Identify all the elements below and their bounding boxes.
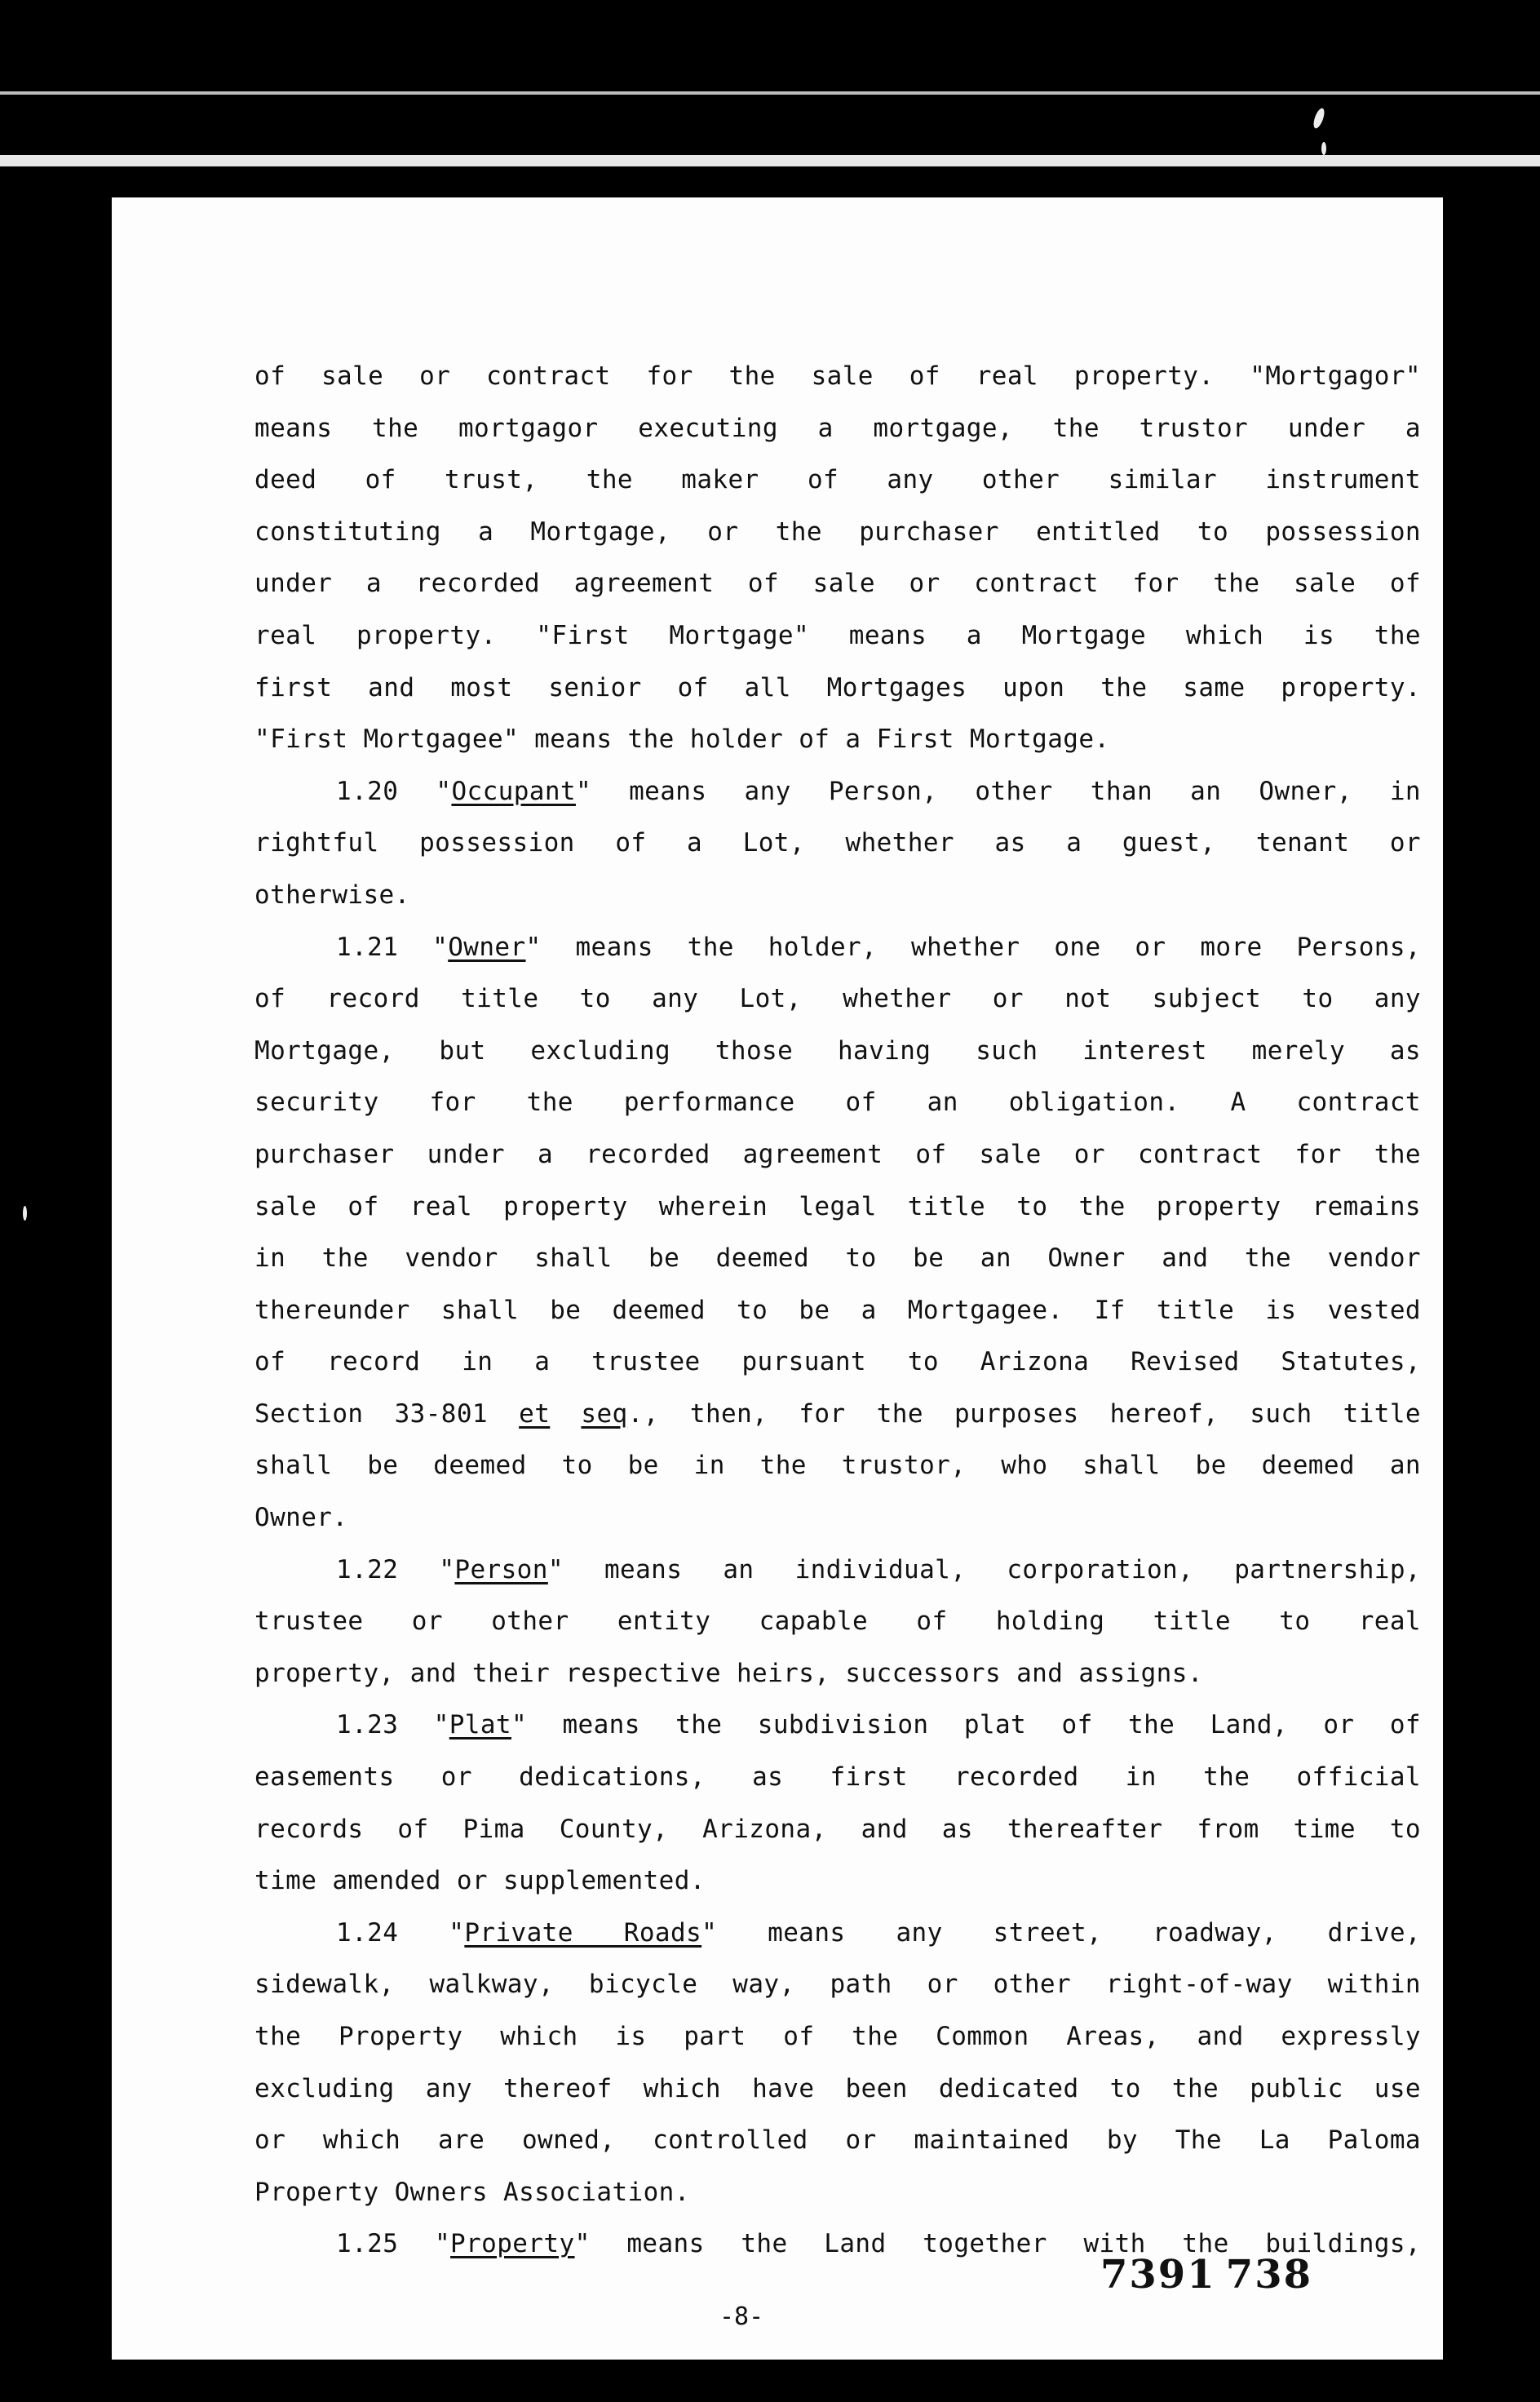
text-line: Mortgage, but excluding those having such interest merely as xyxy=(254,1035,1421,1066)
defined-term: Plat xyxy=(449,1710,511,1740)
text-line: or which are owned, controlled or maintained by The La Paloma xyxy=(254,2125,1421,2156)
text-line: property, and their respective heirs, successors and assigns. xyxy=(254,1658,1203,1688)
text-line: easements or dedications, as first recorded in the official xyxy=(254,1762,1421,1793)
text-line: security for the performance of an obligation. A contract xyxy=(254,1088,1421,1118)
text-line: constituting a Mortgage, or the purchaser entitled to possession xyxy=(254,516,1421,547)
section-number: 1.21 xyxy=(336,932,433,962)
definition-text: " means the Land together with the buildings, xyxy=(574,2229,1421,2259)
text-line: in the vendor shall be deemed to be an Owner and the vendor xyxy=(254,1243,1421,1274)
scan-speck xyxy=(23,1206,27,1221)
text-line: Property Owners Association. xyxy=(254,2177,690,2207)
text-line: Owner. xyxy=(254,1503,348,1533)
document-body xyxy=(254,351,1421,2271)
latin-term: et xyxy=(519,1398,551,1429)
text-line: trustee or other entity capable of holding title to real xyxy=(254,1607,1421,1637)
text-line: under a recorded agreement of sale or contract for the sale of xyxy=(254,569,1421,599)
text-line: 1.23 "Plat" means the subdivision plat of the Land, or of xyxy=(336,1710,1421,1740)
text-line: 1.24 "Private Roads" means any street, roadway, drive, xyxy=(336,1917,1421,1948)
text-line: of record title to any Lot, whether or not subject to any xyxy=(254,984,1421,1014)
latin-term: seq xyxy=(581,1398,628,1429)
text-line: sidewalk, walkway, bicycle way, path or other right-of-way within xyxy=(254,1970,1421,2000)
definition-text: " means an individual, corporation, partnership, xyxy=(547,1554,1421,1584)
text-line: 1.22 "Person" means an individual, corporation, partnership, xyxy=(336,1554,1421,1584)
line-text: Section 33-801 xyxy=(254,1398,520,1429)
text-line: otherwise. xyxy=(254,880,410,910)
definition-text: " means the subdivision plat of the Land, or of xyxy=(511,1710,1421,1740)
definition-text: " means any street, roadway, drive, xyxy=(701,1917,1421,1948)
line-text: ., then, for the purposes hereof, such title xyxy=(627,1398,1421,1429)
text-line: excluding any thereof which have been dedicated to the public use xyxy=(254,2073,1421,2103)
document-page xyxy=(112,197,1443,2360)
text-line: thereunder shall be deemed to be a Mortgagee. If title is vested xyxy=(254,1295,1421,1325)
text-line: "First Mortgagee" means the holder of a First Mortgage. xyxy=(254,725,1110,755)
defined-term: Property xyxy=(450,2229,575,2259)
text-line: first and most senior of all Mortgages upon the same property. xyxy=(254,672,1421,702)
recording-number xyxy=(1100,2252,1312,2298)
text-line: purchaser under a recorded agreement of sale or contract for the xyxy=(254,1139,1421,1169)
text-line: time amended or supplemented. xyxy=(254,1866,706,1896)
text-line: shall be deemed to be in the trustor, who shall be deemed an xyxy=(254,1451,1421,1481)
page-number: -8- xyxy=(719,2302,764,2331)
defined-term: Private Roads xyxy=(464,1917,702,1948)
text-line: rightful possession of a Lot, whether as a guest, tenant or xyxy=(254,828,1421,858)
definition-text: " means the holder, whether one or more Persons, xyxy=(525,932,1421,962)
text-line: of record in a trustee pursuant to Arizona Revised Statutes, xyxy=(254,1347,1421,1377)
text-line xyxy=(254,1389,1421,1441)
scan-rule xyxy=(0,91,1540,95)
text-line: sale of real property wherein legal title to the property remains xyxy=(254,1191,1421,1221)
section-number: 1.23 xyxy=(336,1710,434,1740)
text-line: real property. "First Mortgage" means a Mortgage which is the xyxy=(254,620,1421,650)
recording-page: 738 xyxy=(1225,2252,1312,2298)
recording-docket: 7391 xyxy=(1100,2252,1216,2298)
section-number: 1.22 xyxy=(336,1554,440,1584)
line-text xyxy=(550,1399,581,1429)
text-line: 1.25 "Property" means the Land together with the buildings, xyxy=(336,2229,1421,2259)
text-line: 1.21 "Owner" means the holder, whether one or more Persons, xyxy=(336,932,1421,962)
scan-rule xyxy=(0,155,1540,166)
scan-speck xyxy=(1321,142,1326,155)
section-number: 1.20 xyxy=(336,776,436,806)
text-line: 1.20 "Occupant" means any Person, other than an Owner, in xyxy=(336,776,1421,806)
text-line: deed of trust, the maker of any other similar instrument xyxy=(254,465,1421,495)
text-line: records of Pima County, Arizona, and as thereafter from time to xyxy=(254,1814,1421,1844)
definition-text: " means any Person, other than an Owner, in xyxy=(575,776,1421,806)
text-line: means the mortgagor executing a mortgage, the trustor under a xyxy=(254,413,1421,443)
text-line: the Property which is part of the Common Areas, and expressly xyxy=(254,2022,1421,2051)
section-number: 1.24 xyxy=(336,1917,449,1948)
defined-term: Person xyxy=(454,1554,548,1584)
text-line: of sale or contract for the sale of real property. "Mortgagor" xyxy=(254,361,1421,391)
section-number: 1.25 xyxy=(336,2229,435,2259)
defined-term: Owner xyxy=(448,932,526,962)
defined-term: Occupant xyxy=(451,776,576,806)
